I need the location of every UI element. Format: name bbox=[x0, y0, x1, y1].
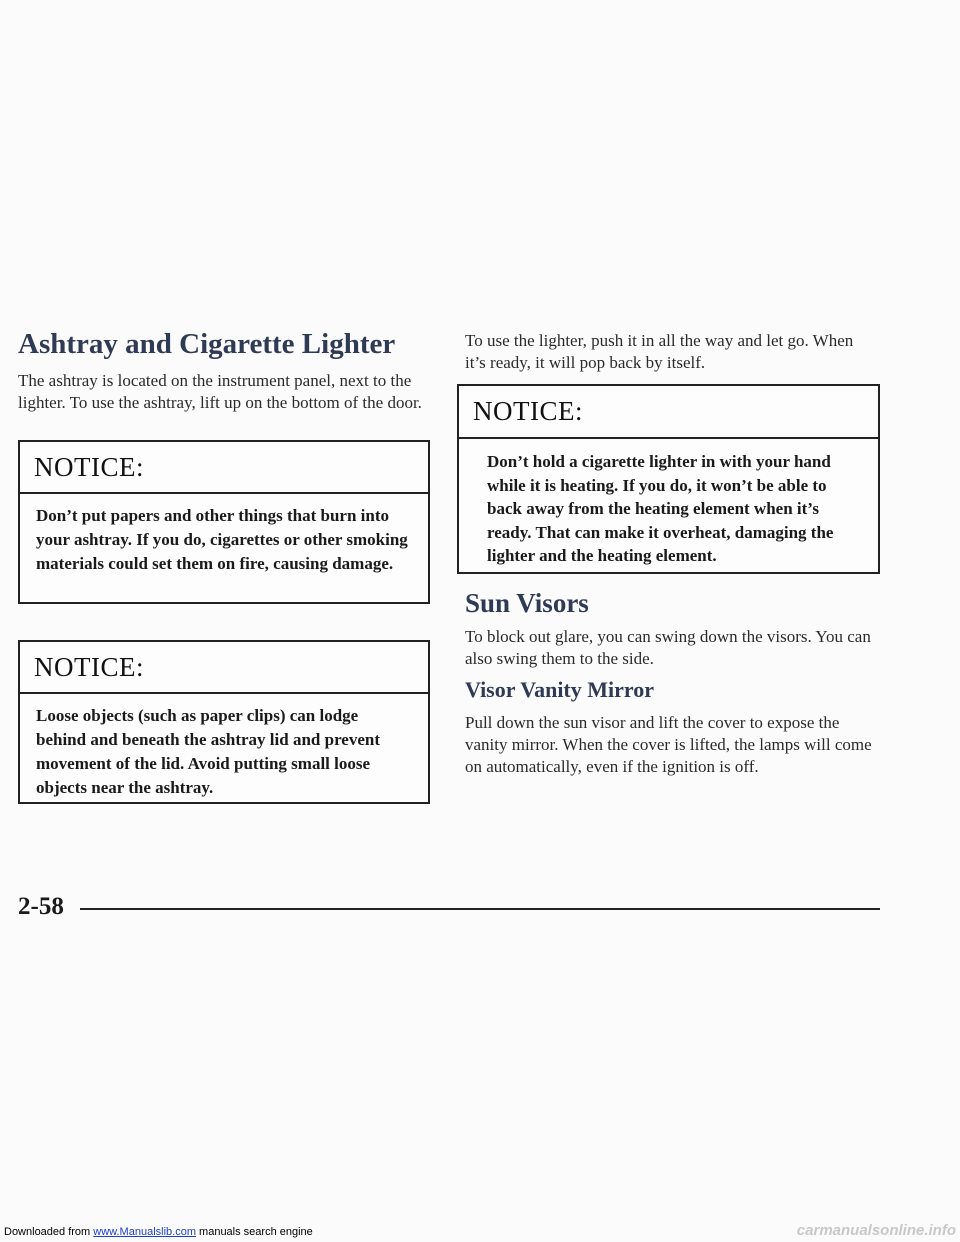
notice-text: Don’t put papers and other things that burn into your ashtray. If you do, cigarettes or other smoking materials could set them on fire, causing damage. bbox=[36, 506, 408, 573]
vanity-mirror-paragraph: Pull down the sun visor and lift the cover to expose the vanity mirror. When the cover is lifted, the lamps will come on automatically, even if the ignition is off. bbox=[465, 713, 872, 776]
notice-heading: NOTICE: bbox=[34, 652, 144, 682]
manualslib-link[interactable]: www.Manualslib.com bbox=[93, 1226, 196, 1238]
notice-box-ashtray-fire bbox=[18, 440, 430, 604]
lighter-usage-paragraph: To use the lighter, push it in all the way and let go. When it’s ready, it will pop back by itself. bbox=[465, 331, 854, 372]
notice-box-lighter-heating bbox=[457, 384, 880, 574]
section-title-sun-visors: Sun Visors bbox=[465, 588, 589, 618]
download-source-line bbox=[4, 1226, 313, 1238]
download-prefix: Downloaded from bbox=[4, 1226, 94, 1238]
section-title-ashtray: Ashtray and Cigarette Lighter bbox=[18, 328, 396, 360]
watermark: carmanualsonline.info bbox=[796, 1222, 956, 1239]
ashtray-intro-paragraph: The ashtray is located on the instrument panel, next to the lighter. To use the ashtray, lift up on the bottom of the door. bbox=[18, 371, 422, 412]
notice-text: Don’t hold a cigarette lighter in with your hand while it is heating. If you do, it won’t be able to back away from the heating element when it’s ready. That can make it overheat, damaging the lighter and the heating element. bbox=[487, 452, 834, 565]
page-number: 2-58 bbox=[18, 893, 64, 920]
subsection-title-vanity-mirror: Visor Vanity Mirror bbox=[465, 677, 655, 702]
download-suffix: manuals search engine bbox=[195, 1226, 313, 1238]
footer-divider bbox=[80, 908, 880, 910]
notice-text: Loose objects (such as paper clips) can lodge behind and beneath the ashtray lid and prevent movement of the lid. Avoid putting small loose objects near the ashtray. bbox=[36, 706, 381, 797]
notice-header bbox=[459, 386, 878, 439]
notice-header bbox=[20, 442, 428, 494]
notice-header bbox=[20, 642, 428, 694]
sun-visors-paragraph: To block out glare, you can swing down the visors. You can also swing them to the side. bbox=[465, 627, 871, 668]
notice-heading: NOTICE: bbox=[34, 452, 144, 482]
notice-heading: NOTICE: bbox=[473, 396, 583, 426]
notice-box-loose-objects bbox=[18, 640, 430, 804]
